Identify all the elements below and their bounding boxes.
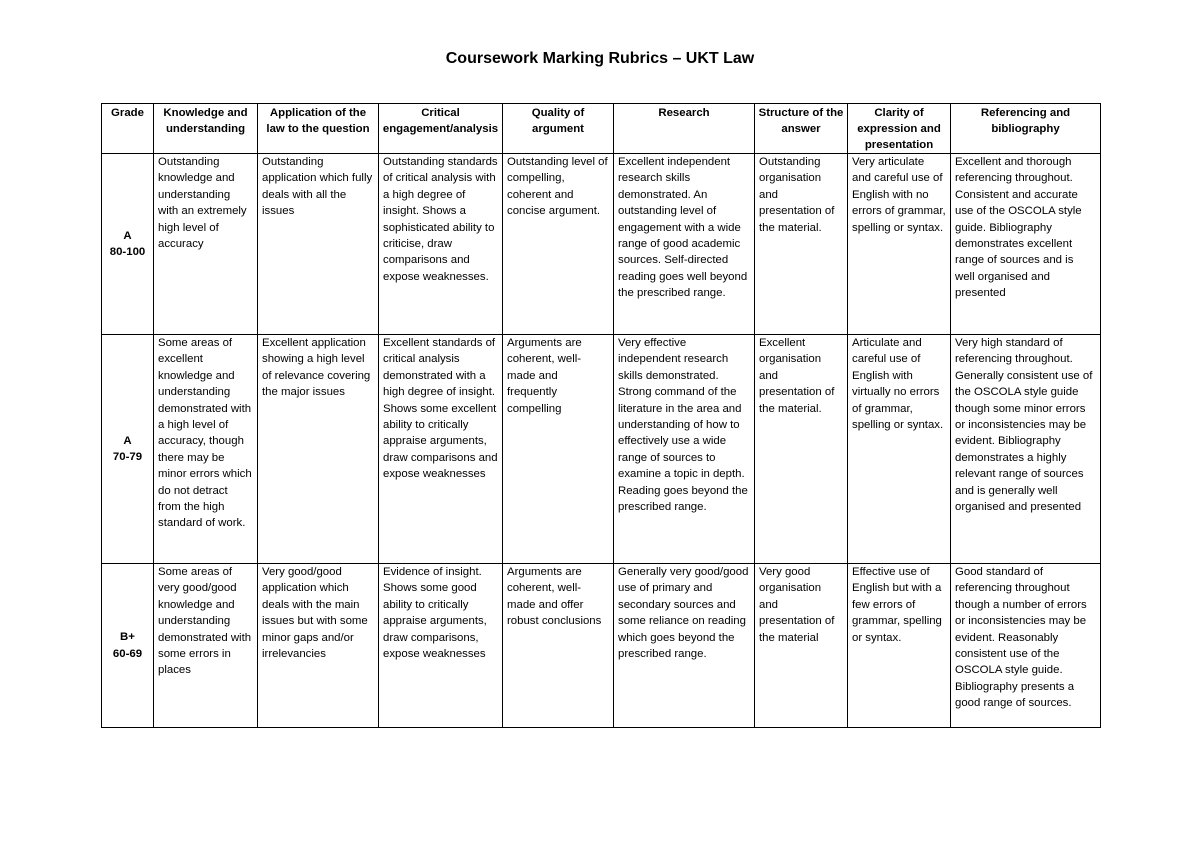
application-cell: Outstanding application which fully deals with all the issues [258, 154, 379, 335]
structure-cell: Very good organisation and presentation of the material [755, 564, 848, 728]
header-quality-of-argument: Quality of argument [503, 104, 614, 154]
header-row [102, 104, 1101, 154]
table-row [102, 335, 1101, 564]
page-title: Coursework Marking Rubrics – UKT Law [445, 50, 755, 67]
header-critical-engagement: Critical engagement/analysis [379, 104, 503, 154]
header-grade: Grade [102, 104, 154, 154]
referencing-cell: Good standard of referencing throughout though a number of errors or inconsistencies may be evident. Reasonably consistent use of the OSCOLA style guide. Bibliography presents a good range of sources. [951, 564, 1101, 728]
referencing-cell: Excellent and thorough referencing throughout. Consistent and accurate use of the OSCOLA style guide. Bibliography demonstrates excellent range of sources and is well organised and presented [951, 154, 1101, 335]
critical-engagement-cell: Outstanding standards of critical analysis with a high degree of insight. Shows a sophisticated ability to criticise, draw comparisons and expose weaknesses. [379, 154, 503, 335]
research-cell: Excellent independent research skills demonstrated. An outstanding level of engagement with a wide range of good academic sources. Self-directed reading goes well beyond the prescribed range. [614, 154, 755, 335]
marking-rubric-table [101, 103, 1101, 728]
clarity-cell: Effective use of English but with a few errors of grammar, spelling or syntax. [848, 564, 951, 728]
header-application: Application of the law to the question [258, 104, 379, 154]
quality-of-argument-cell: Arguments are coherent, well-made and frequently compelling [503, 335, 614, 564]
table-row [102, 564, 1101, 728]
quality-of-argument-cell: Arguments are coherent, well-made and offer robust conclusions [503, 564, 614, 728]
research-cell: Very effective independent research skills demonstrated. Strong command of the literature in the area and understanding of how to effectively use a wide range of sources to examine a topic in depth. Reading goes beyond the prescribed range. [614, 335, 755, 564]
grade-cell [102, 335, 154, 564]
critical-engagement-cell: Evidence of insight. Shows some good ability to critically appraise arguments, draw comparisons, expose weaknesses [379, 564, 503, 728]
header-knowledge: Knowledge and understanding [154, 104, 258, 154]
grade-letter: A [123, 229, 132, 242]
header-clarity: Clarity of expression and presentation [848, 104, 951, 154]
structure-cell: Excellent organisation and presentation of the material. [755, 335, 848, 564]
grade-range: 80-100 [109, 246, 146, 258]
grade-letter: B+ [120, 631, 135, 644]
grade-letter: A [123, 434, 132, 447]
critical-engagement-cell: Excellent standards of critical analysis demonstrated with a high degree of insight. Shows some excellent ability to critically appraise arguments, draw comparisons and expose weaknesses [379, 335, 503, 564]
research-cell: Generally very good/good use of primary and secondary sources and some reliance on reading which goes beyond the prescribed range. [614, 564, 755, 728]
quality-of-argument-cell: Outstanding level of compelling, coherent and concise argument. [503, 154, 614, 335]
clarity-cell: Articulate and careful use of English with virtually no errors of grammar, spelling or syntax. [848, 335, 951, 564]
application-cell: Excellent application showing a high level of relevance covering the major issues [258, 335, 379, 564]
header-referencing: Referencing and bibliography [951, 104, 1101, 154]
header-structure: Structure of the answer [755, 104, 848, 154]
referencing-cell: Very high standard of referencing throughout. Generally consistent use of the OSCOLA style guide though some minor errors or inconsistencies may be evident. Bibliography demonstrates a highly relevant range of sources and is generally well organised and presented [951, 335, 1101, 564]
clarity-cell: Very articulate and careful use of English with no errors of grammar, spelling or syntax. [848, 154, 951, 335]
header-research: Research [614, 104, 755, 154]
grade-cell [102, 564, 154, 728]
structure-cell: Outstanding organisation and presentation of the material. [755, 154, 848, 335]
grade-range: 60-69 [112, 647, 143, 660]
knowledge-cell: Outstanding knowledge and understanding with an extremely high level of accuracy [154, 154, 258, 335]
table-row [102, 154, 1101, 335]
knowledge-cell: Some areas of very good/good knowledge and understanding demonstrated with some errors in places [154, 564, 258, 728]
grade-cell [102, 154, 154, 335]
knowledge-cell: Some areas of excellent knowledge and understanding demonstrated with a high level of accuracy, though there may be minor errors which do not detract from the high standard of work. [154, 335, 258, 564]
grade-range: 70-79 [112, 451, 143, 463]
application-cell: Very good/good application which deals with the main issues but with some minor gaps and/or irrelevancies [258, 564, 379, 728]
